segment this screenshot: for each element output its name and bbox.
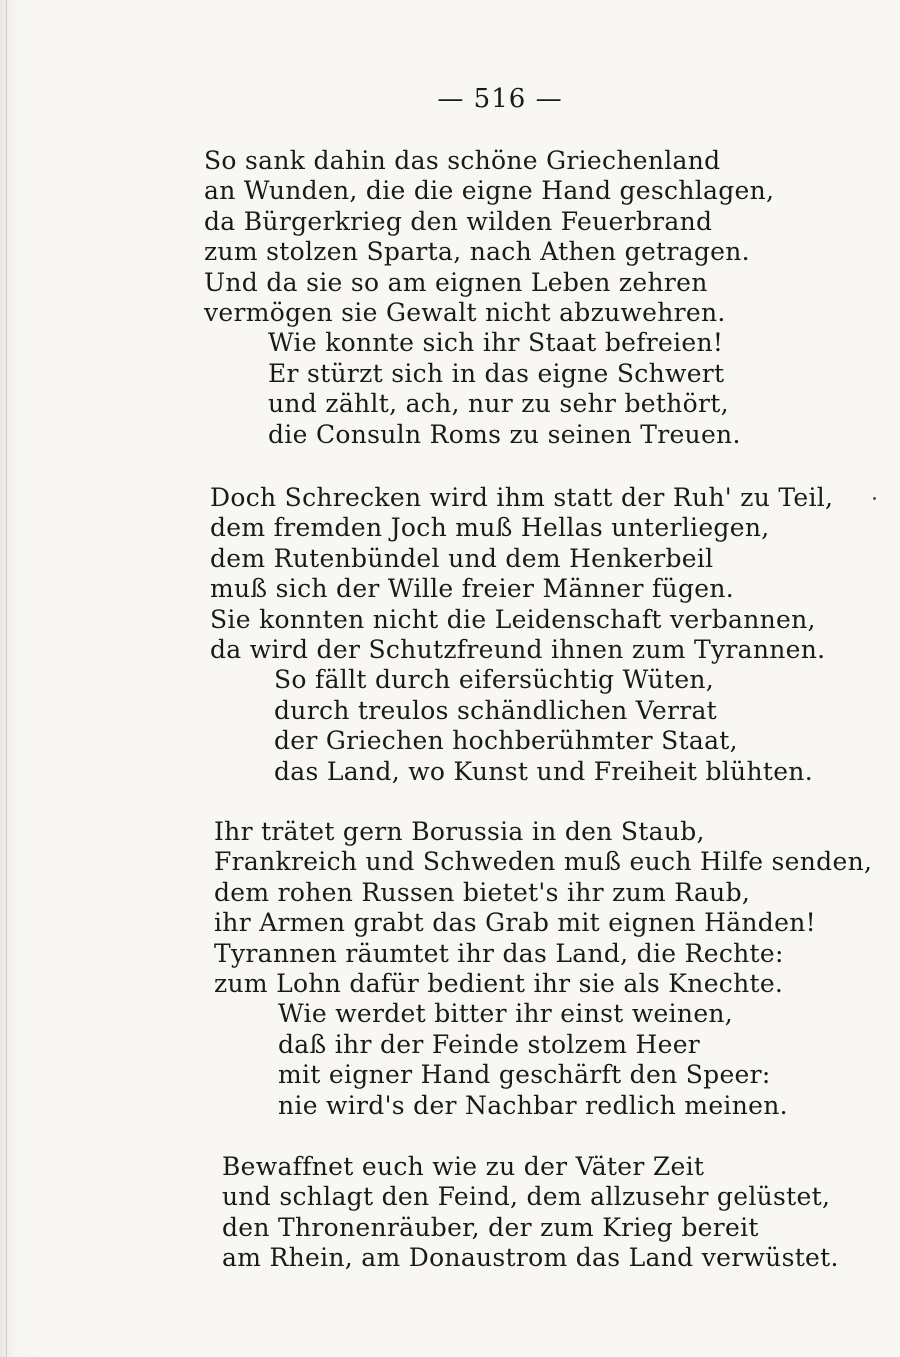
verse-line: Sie konnten nicht die Leidenschaft verbannen, — [210, 604, 816, 634]
verse-line-indented: durch treulos schändlichen Verrat — [274, 695, 718, 725]
verse-line: Frankreich und Schweden muß euch Hilfe senden, — [214, 847, 873, 877]
page-gutter-edge — [6, 0, 7, 1357]
stanza-4 — [222, 1152, 839, 1274]
verse-line: Doch Schrecken wird ihm statt der Ruh' zu Teil, — [210, 483, 834, 512]
verse-line: den Thronenräuber, der zum Krieg bereit — [222, 1212, 759, 1242]
verse-line-indented: das Land, wo Kunst und Freiheit blühten. — [274, 756, 813, 786]
verse-line: ihr Armen grabt das Grab mit eignen Händen! — [214, 908, 816, 938]
verse-line-indented: der Griechen hochberühmter Staat, — [274, 726, 738, 756]
verse-line-indented: mit eigner Hand geschärft den Speer: — [278, 1060, 771, 1090]
verse-line-indented: daß ihr der Feinde stolzem Heer — [278, 1029, 701, 1059]
verse-line-indented: nie wird's der Nachbar redlich meinen. — [278, 1090, 788, 1120]
stanza-2 — [210, 483, 833, 787]
verse-line-indented: Wie konnte sich ihr Staat befreien! — [268, 328, 724, 358]
verse-line: da Bürgerkrieg den wilden Feuerbrand — [204, 206, 713, 236]
verse-line: am Rhein, am Donaustrom das Land verwüstet. — [222, 1243, 839, 1273]
verse-line: da wird der Schutzfreund ihnen zum Tyrannen. — [210, 634, 826, 664]
verse-line-indented: und zählt, ach, nur zu sehr bethört, — [268, 389, 729, 419]
verse-line: Tyrannen räumtet ihr das Land, die Rechte: — [214, 938, 784, 968]
verse-line: muß sich der Wille freier Männer fügen. — [210, 574, 734, 604]
verse-line: und schlagt den Feind, dem allzusehr gelüstet, — [222, 1182, 831, 1212]
verse-line: an Wunden, die die eigne Hand geschlagen, — [204, 176, 775, 206]
verse-line: zum stolzen Sparta, nach Athen getragen. — [204, 237, 750, 267]
verse-line: Ihr trätet gern Borussia in den Staub, — [214, 817, 705, 846]
page-number: — 516 — — [437, 84, 563, 114]
verse-line-indented: Wie werdet bitter ihr einst weinen, — [278, 999, 734, 1029]
verse-line: dem Rutenbündel und dem Henkerbeil — [210, 543, 714, 573]
ink-speck — [873, 497, 876, 500]
verse-line: Und da sie so am eignen Leben zehren — [204, 267, 708, 297]
verse-line: Bewaffnet euch wie zu der Väter Zeit — [222, 1152, 705, 1181]
verse-line-indented: Er stürzt sich in das eigne Schwert — [268, 358, 725, 388]
stanza-1 — [204, 146, 774, 450]
verse-line: So sank dahin das schöne Griechenland — [204, 146, 721, 175]
verse-line-indented: So fällt durch eifersüchtig Wüten, — [274, 665, 715, 695]
stanza-3 — [214, 817, 872, 1121]
verse-line: dem rohen Russen bietet's ihr zum Raub, — [214, 877, 751, 907]
verse-line-indented: die Consuln Roms zu seinen Treuen. — [268, 419, 741, 449]
verse-line: dem fremden Joch muß Hellas unterliegen, — [210, 513, 770, 543]
verse-line: vermögen sie Gewalt nicht abzuwehren. — [204, 297, 726, 327]
verse-line: zum Lohn dafür bedient ihr sie als Knechte. — [214, 968, 784, 998]
